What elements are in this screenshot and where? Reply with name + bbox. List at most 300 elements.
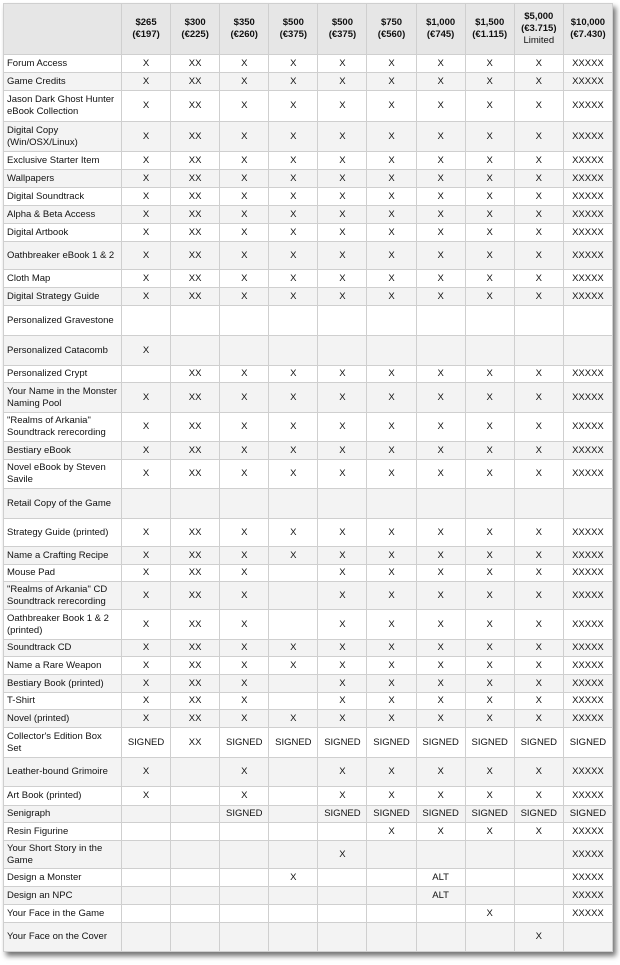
table-row (4, 582, 613, 610)
reward-cell: X (465, 288, 514, 306)
reward-cell: X (514, 675, 563, 693)
reward-cell: X (318, 366, 367, 383)
reward-cell: X (416, 413, 465, 442)
reward-cell: X (220, 442, 269, 460)
reward-cell: X (465, 565, 514, 582)
reward-cell: X (318, 413, 367, 442)
table-row (4, 270, 613, 288)
reward-cell: XXXXX (563, 383, 612, 413)
reward-cell: X (122, 224, 171, 242)
reward-cell: X (122, 73, 171, 91)
reward-cell: X (416, 122, 465, 152)
reward-cell: X (318, 152, 367, 170)
reward-cell: X (514, 547, 563, 565)
reward-cell: XX (171, 242, 220, 270)
reward-cell: SIGNED (465, 728, 514, 758)
reward-cell: X (416, 442, 465, 460)
table-row (4, 242, 613, 270)
reward-cell (269, 887, 318, 905)
reward-cell: XXXXX (563, 55, 612, 73)
reward-cell: X (269, 383, 318, 413)
reward-cell: X (220, 73, 269, 91)
table-row (4, 923, 613, 952)
reward-label: Exclusive Starter Item (4, 152, 122, 170)
reward-label: Novel eBook by Steven Savile (4, 460, 122, 489)
tier-price-usd: $1,500 (475, 17, 505, 28)
tier-price-usd: $500 (282, 17, 304, 28)
reward-cell: X (122, 170, 171, 188)
reward-cell: X (318, 206, 367, 224)
reward-cell: X (465, 73, 514, 91)
reward-cell (563, 336, 612, 366)
reward-cell: XXXXX (563, 841, 612, 869)
reward-cell: SIGNED (416, 728, 465, 758)
reward-cell: SIGNED (563, 806, 612, 823)
table-row (4, 841, 613, 869)
reward-cell (367, 336, 416, 366)
reward-cell: XXXXX (563, 519, 612, 547)
reward-cell (367, 923, 416, 952)
reward-cell (514, 336, 563, 366)
reward-cell (465, 887, 514, 905)
table-row (4, 758, 613, 787)
reward-cell: X (465, 366, 514, 383)
header-row (4, 4, 613, 55)
reward-cell: XX (171, 91, 220, 122)
table-row (4, 675, 613, 693)
reward-cell: X (318, 442, 367, 460)
reward-cell: XXXXX (563, 640, 612, 657)
reward-cell: X (465, 905, 514, 923)
reward-cell: XX (171, 565, 220, 582)
reward-cell (269, 806, 318, 823)
reward-cell: X (318, 383, 367, 413)
reward-cell: X (318, 710, 367, 728)
reward-cell (465, 923, 514, 952)
table-row (4, 73, 613, 91)
reward-label: Novel (printed) (4, 710, 122, 728)
reward-cell: XXXXX (563, 610, 612, 640)
reward-cell: X (514, 640, 563, 657)
reward-cell: XX (171, 693, 220, 710)
tier-price-eur: (€225) (181, 29, 209, 40)
reward-cell: XX (171, 206, 220, 224)
table-row (4, 565, 613, 582)
reward-label: Leather-bound Grimoire (4, 758, 122, 787)
reward-cell: X (122, 519, 171, 547)
reward-label: Personalized Crypt (4, 366, 122, 383)
reward-cell: X (514, 242, 563, 270)
reward-cell (220, 887, 269, 905)
reward-cell: X (416, 206, 465, 224)
reward-cell: X (122, 188, 171, 206)
reward-cell: XX (171, 519, 220, 547)
reward-cell: XXXXX (563, 693, 612, 710)
table-row (4, 306, 613, 336)
table-row (4, 887, 613, 905)
reward-cell (318, 869, 367, 887)
tier-price-eur: (€260) (230, 29, 258, 40)
reward-cell: X (122, 710, 171, 728)
reward-cell: X (514, 170, 563, 188)
reward-label: Oathbreaker Book 1 & 2 (printed) (4, 610, 122, 640)
reward-cell (367, 869, 416, 887)
reward-cell (122, 823, 171, 841)
reward-cell (269, 610, 318, 640)
reward-cell (269, 693, 318, 710)
reward-cell (220, 306, 269, 336)
reward-cell: X (514, 582, 563, 610)
reward-label: Your Face on the Cover (4, 923, 122, 952)
reward-cell (563, 923, 612, 952)
reward-cell: X (269, 73, 318, 91)
reward-cell: X (220, 383, 269, 413)
reward-cell: XXXXX (563, 823, 612, 841)
reward-cell: X (220, 288, 269, 306)
tier-header (514, 4, 563, 55)
reward-cell (122, 306, 171, 336)
tier-price-eur: (€197) (132, 29, 160, 40)
reward-cell: X (416, 610, 465, 640)
table-row (4, 640, 613, 657)
reward-cell: X (122, 547, 171, 565)
reward-cell: X (122, 442, 171, 460)
reward-cell (220, 905, 269, 923)
reward-cell (269, 823, 318, 841)
reward-cell: XX (171, 73, 220, 91)
reward-cell: X (367, 122, 416, 152)
reward-cell: XXXXX (563, 122, 612, 152)
reward-cell (416, 923, 465, 952)
reward-cell (318, 306, 367, 336)
tier-price-eur: (€3.715) (521, 23, 557, 34)
reward-cell: XX (171, 383, 220, 413)
reward-cell: X (367, 73, 416, 91)
reward-cell: X (122, 270, 171, 288)
reward-cell: XX (171, 122, 220, 152)
reward-label: Mouse Pad (4, 565, 122, 582)
reward-cell (318, 336, 367, 366)
reward-cell: SIGNED (367, 728, 416, 758)
reward-cell: X (465, 460, 514, 489)
reward-cell: XXXXX (563, 582, 612, 610)
reward-cell (122, 841, 171, 869)
reward-label: Digital Copy (Win/OSX/Linux) (4, 122, 122, 152)
reward-cell: X (416, 91, 465, 122)
reward-cell: X (465, 657, 514, 675)
reward-cell (220, 336, 269, 366)
reward-cell: X (514, 413, 563, 442)
table-row (4, 224, 613, 242)
reward-cell (269, 675, 318, 693)
reward-cell: X (269, 206, 318, 224)
reward-cell: XXXXX (563, 270, 612, 288)
reward-cell (269, 565, 318, 582)
reward-cell: SIGNED (122, 728, 171, 758)
table-row (4, 383, 613, 413)
reward-cell: X (514, 758, 563, 787)
reward-cell: X (367, 460, 416, 489)
reward-cell (514, 841, 563, 869)
table-row (4, 610, 613, 640)
reward-cell: XX (171, 710, 220, 728)
reward-cell: X (269, 242, 318, 270)
reward-cell: X (367, 610, 416, 640)
reward-cell (269, 923, 318, 952)
reward-cell: X (318, 582, 367, 610)
reward-cell: X (416, 519, 465, 547)
reward-cell: SIGNED (465, 806, 514, 823)
reward-cell: X (269, 188, 318, 206)
reward-cell: X (220, 55, 269, 73)
reward-cell: X (514, 288, 563, 306)
reward-cell: X (465, 547, 514, 565)
reward-cell: X (465, 170, 514, 188)
reward-cell: XXXXX (563, 905, 612, 923)
reward-label: "Realms of Arkania" Soundtrack rerecording (4, 413, 122, 442)
reward-cell: X (514, 73, 563, 91)
table-row (4, 288, 613, 306)
reward-cell (122, 366, 171, 383)
reward-cell: X (269, 152, 318, 170)
reward-cell (465, 841, 514, 869)
reward-cell: X (514, 460, 563, 489)
reward-cell: XX (171, 270, 220, 288)
table-row (4, 55, 613, 73)
reward-cell (171, 489, 220, 519)
reward-cell (122, 489, 171, 519)
reward-cell: X (514, 519, 563, 547)
reward-label: Retail Copy of the Game (4, 489, 122, 519)
reward-cell: SIGNED (220, 806, 269, 823)
reward-cell: X (318, 55, 367, 73)
reward-cell (465, 489, 514, 519)
reward-label: Personalized Catacomb (4, 336, 122, 366)
table-row (4, 188, 613, 206)
reward-cell: X (269, 91, 318, 122)
tier-price-eur: (€375) (328, 29, 357, 40)
reward-cell (220, 823, 269, 841)
reward-cell (416, 489, 465, 519)
reward-cell (171, 336, 220, 366)
reward-cell: X (318, 224, 367, 242)
reward-cell: XX (171, 582, 220, 610)
tier-header (171, 4, 220, 55)
tier-price-usd: $265 (135, 17, 157, 28)
reward-cell: X (514, 122, 563, 152)
reward-cell (171, 306, 220, 336)
table-row (4, 122, 613, 152)
reward-cell: SIGNED (514, 806, 563, 823)
reward-label: T-Shirt (4, 693, 122, 710)
table-row (4, 91, 613, 122)
table-row (4, 728, 613, 758)
reward-cell: X (269, 460, 318, 489)
reward-cell (514, 489, 563, 519)
tier-price-usd: $5,000 (524, 11, 554, 22)
reward-cell: X (318, 288, 367, 306)
reward-cell (465, 306, 514, 336)
reward-cell: X (122, 640, 171, 657)
reward-cell: XX (171, 188, 220, 206)
reward-cell: X (416, 657, 465, 675)
reward-cell: ALT (416, 869, 465, 887)
reward-cell: X (465, 55, 514, 73)
table-row (4, 413, 613, 442)
reward-cell (171, 806, 220, 823)
reward-cell: X (220, 657, 269, 675)
reward-cell (318, 923, 367, 952)
reward-cell (122, 905, 171, 923)
reward-cell (171, 887, 220, 905)
reward-cell: XX (171, 152, 220, 170)
reward-cell: XX (171, 442, 220, 460)
reward-cell: X (220, 122, 269, 152)
reward-cell: X (465, 675, 514, 693)
reward-cell: X (220, 460, 269, 489)
reward-cell: XX (171, 288, 220, 306)
reward-cell: X (122, 610, 171, 640)
reward-cell: X (514, 270, 563, 288)
reward-cell: X (367, 413, 416, 442)
reward-cell: X (269, 122, 318, 152)
reward-cell: X (416, 823, 465, 841)
reward-cell: X (465, 188, 514, 206)
reward-cell: XXXXX (563, 442, 612, 460)
reward-cell: X (367, 170, 416, 188)
reward-cell: X (220, 675, 269, 693)
reward-cell: X (367, 91, 416, 122)
reward-cell: XXXXX (563, 188, 612, 206)
reward-cell: X (465, 787, 514, 806)
reward-label: Bestiary eBook (4, 442, 122, 460)
reward-cell: XXXXX (563, 366, 612, 383)
reward-cell: X (220, 170, 269, 188)
reward-label: Personalized Gravestone (4, 306, 122, 336)
tier-note: Limited (523, 35, 555, 46)
table-row (4, 489, 613, 519)
reward-cell: X (465, 91, 514, 122)
reward-cell: X (122, 122, 171, 152)
reward-label: Bestiary Book (printed) (4, 675, 122, 693)
table-row (4, 460, 613, 489)
reward-cell: X (367, 787, 416, 806)
reward-cell (122, 887, 171, 905)
reward-cell: X (367, 519, 416, 547)
reward-cell: X (220, 224, 269, 242)
reward-cell: X (318, 841, 367, 869)
reward-cell (269, 489, 318, 519)
tier-header (318, 4, 367, 55)
reward-cell: X (367, 675, 416, 693)
tier-header (220, 4, 269, 55)
reward-cell: X (465, 152, 514, 170)
reward-cell (171, 923, 220, 952)
reward-cell: X (514, 383, 563, 413)
reward-cell (318, 489, 367, 519)
reward-label: Cloth Map (4, 270, 122, 288)
reward-cell (171, 869, 220, 887)
reward-cell: X (416, 242, 465, 270)
reward-cell (122, 923, 171, 952)
reward-cell: XXXXX (563, 710, 612, 728)
reward-cell: XX (171, 547, 220, 565)
reward-cell: X (367, 547, 416, 565)
reward-cell (269, 336, 318, 366)
reward-cell: XXXXX (563, 224, 612, 242)
tier-price-eur: (€560) (377, 29, 406, 40)
reward-label: Soundtrack CD (4, 640, 122, 657)
tier-price-usd: $350 (233, 17, 255, 28)
reward-label: Digital Artbook (4, 224, 122, 242)
reward-label: Digital Strategy Guide (4, 288, 122, 306)
reward-cell: X (269, 55, 318, 73)
reward-cell: SIGNED (318, 806, 367, 823)
tier-price-usd: $10,000 (570, 17, 606, 28)
reward-cell: X (465, 582, 514, 610)
reward-cell: X (367, 442, 416, 460)
reward-cell: X (514, 657, 563, 675)
reward-cell: X (220, 270, 269, 288)
reward-cell: X (269, 710, 318, 728)
reward-cell: X (416, 288, 465, 306)
reward-label: Forum Access (4, 55, 122, 73)
reward-cell: X (416, 55, 465, 73)
reward-cell: X (465, 442, 514, 460)
reward-cell: X (122, 460, 171, 489)
reward-cell: X (416, 170, 465, 188)
table-row (4, 710, 613, 728)
reward-cell: X (367, 657, 416, 675)
reward-cell (367, 841, 416, 869)
reward-cell: X (318, 91, 367, 122)
table-row (4, 693, 613, 710)
reward-cell: X (367, 288, 416, 306)
reward-cell: X (367, 206, 416, 224)
reward-cell (220, 489, 269, 519)
reward-cell: X (367, 565, 416, 582)
reward-cell: X (220, 366, 269, 383)
reward-label: Oathbreaker eBook 1 & 2 (4, 242, 122, 270)
reward-cell: X (269, 170, 318, 188)
reward-cell: X (416, 366, 465, 383)
reward-cell: X (122, 565, 171, 582)
reward-cell: X (122, 152, 171, 170)
reward-cell (122, 806, 171, 823)
reward-cell: XX (171, 413, 220, 442)
reward-cell: XX (171, 224, 220, 242)
reward-cell: X (122, 206, 171, 224)
reward-cell: X (122, 758, 171, 787)
reward-cell: X (269, 640, 318, 657)
reward-cell: X (220, 152, 269, 170)
reward-cell: SIGNED (367, 806, 416, 823)
reward-cell: XX (171, 170, 220, 188)
reward-cell: X (269, 547, 318, 565)
table-row (4, 787, 613, 806)
reward-cell: X (122, 91, 171, 122)
reward-cell: SIGNED (318, 728, 367, 758)
reward-cell: X (367, 242, 416, 270)
reward-cell: X (416, 188, 465, 206)
reward-cell: X (318, 675, 367, 693)
reward-cell (465, 336, 514, 366)
tier-price-usd: $500 (331, 17, 353, 28)
reward-cell (269, 758, 318, 787)
reward-label: Senigraph (4, 806, 122, 823)
reward-cell: X (514, 366, 563, 383)
reward-cell: SIGNED (563, 728, 612, 758)
